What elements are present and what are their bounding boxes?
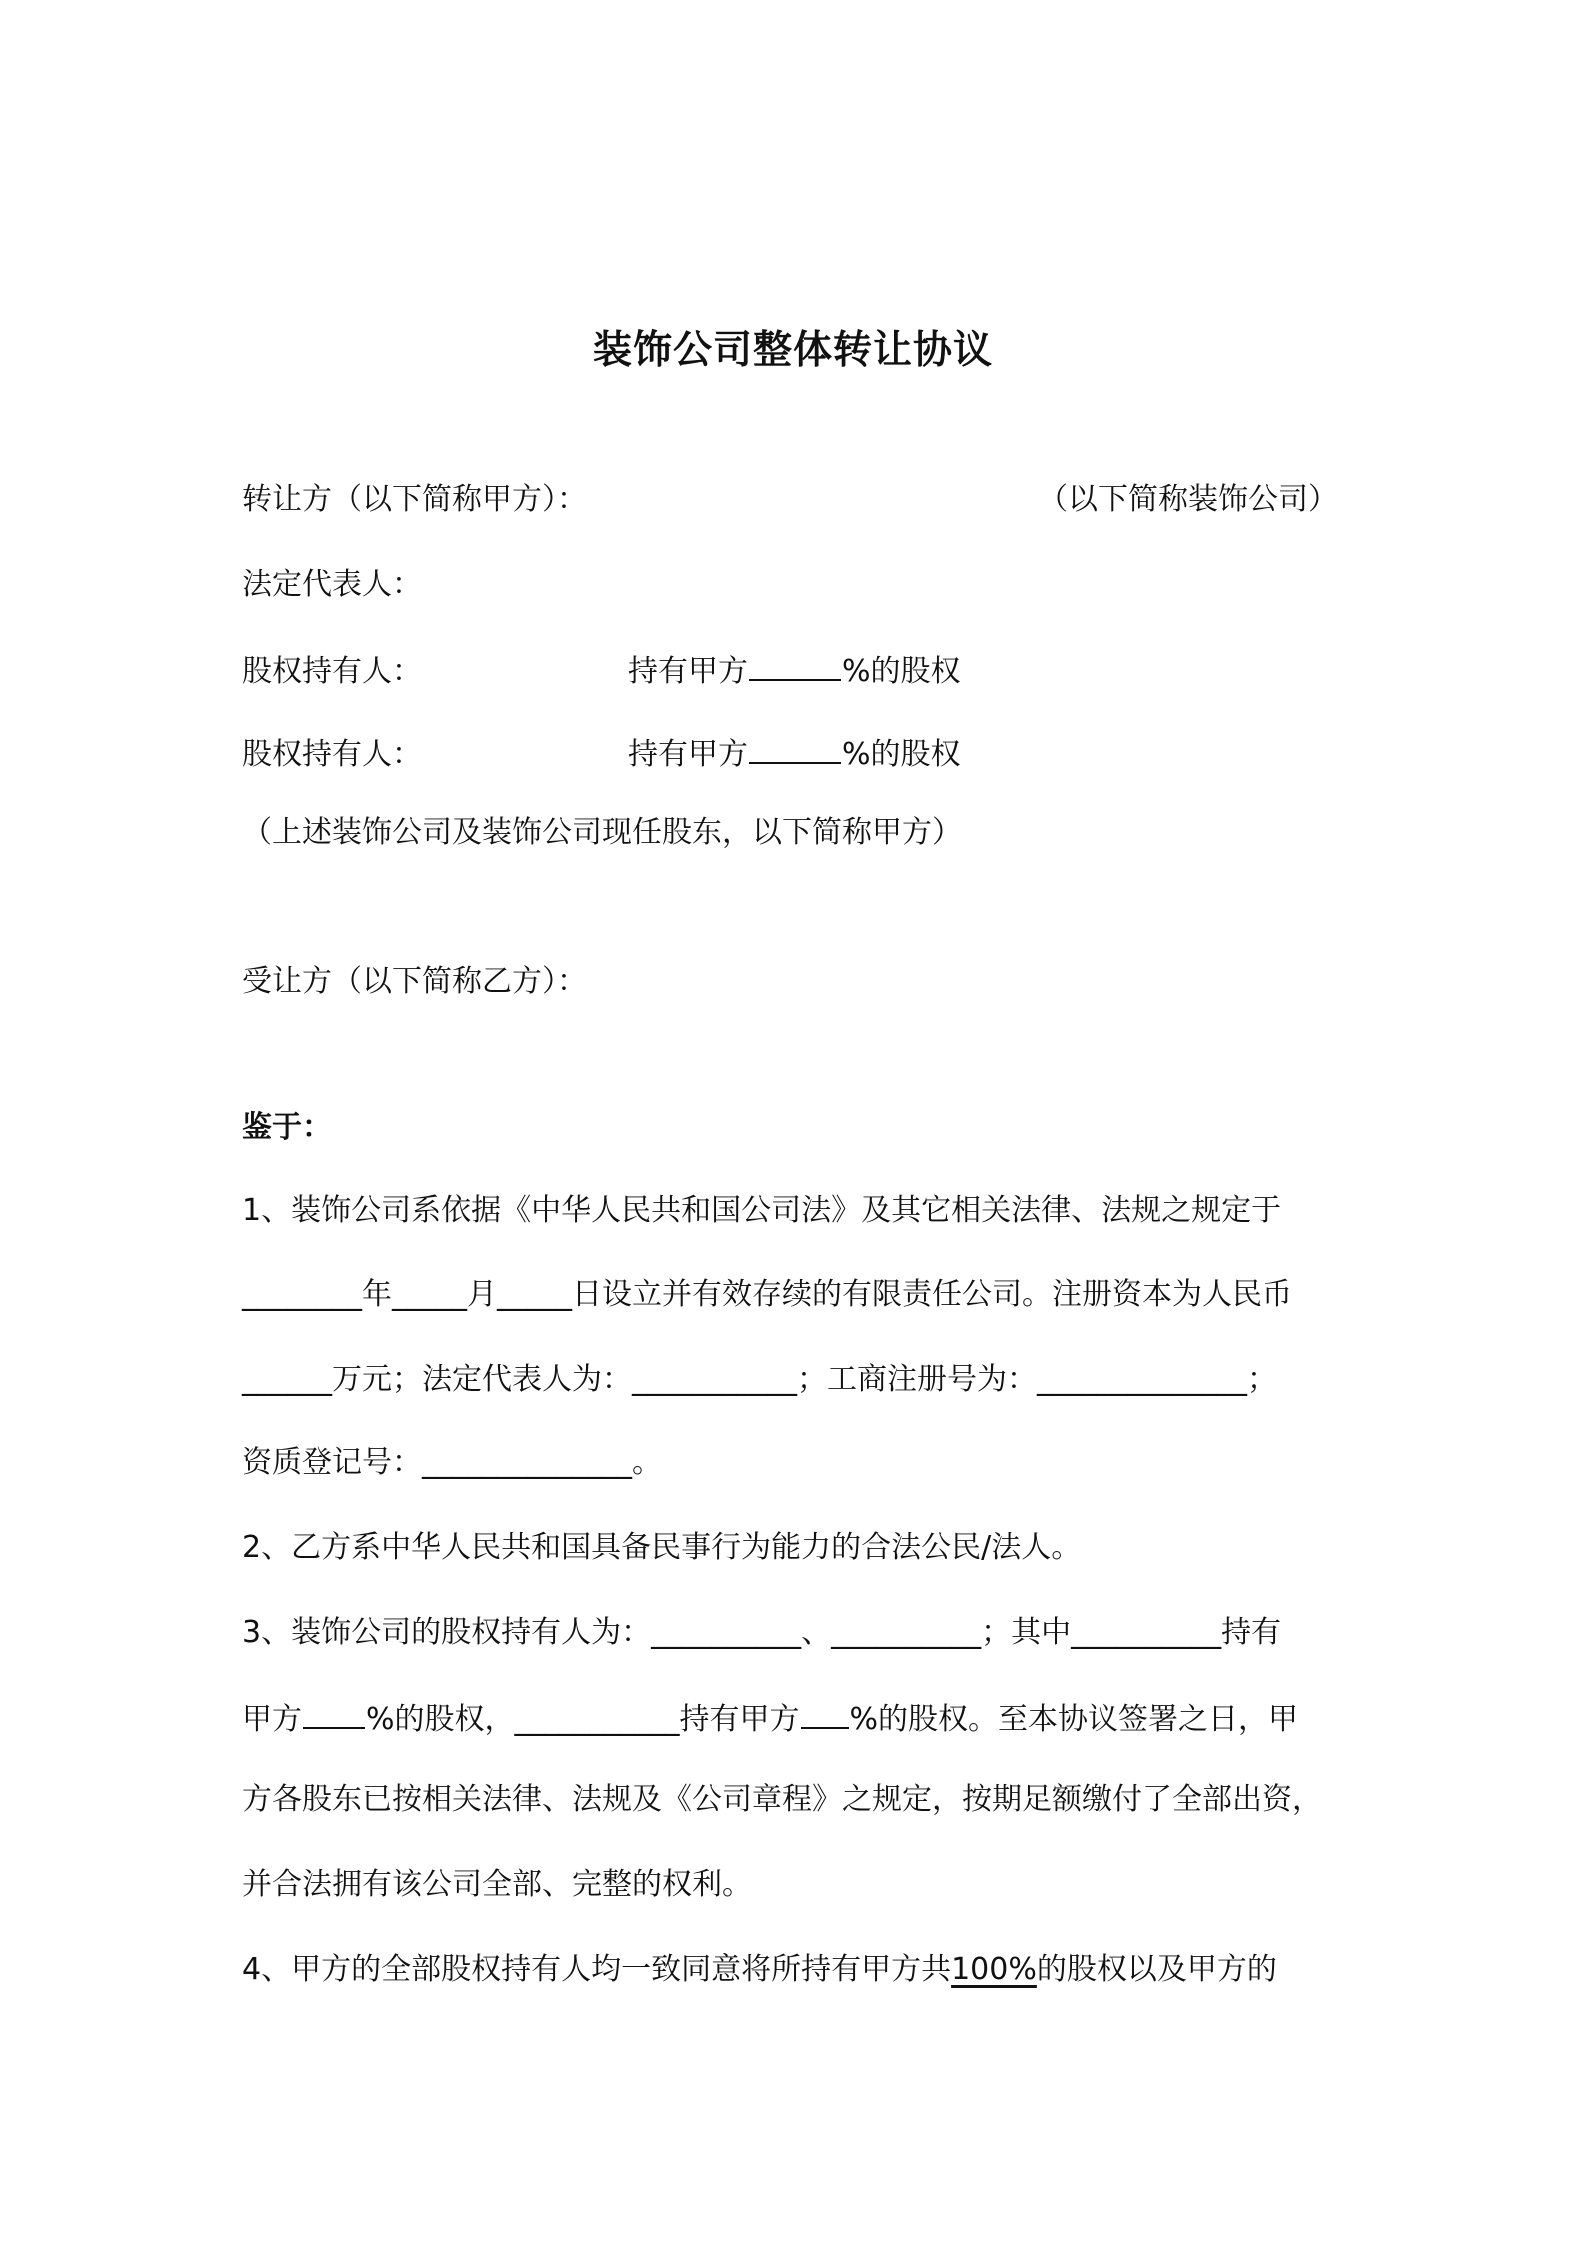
- legal-representative-label: 法定代表人：: [242, 567, 422, 602]
- shareholder-2-holding: [628, 735, 961, 775]
- clause-3-line-3: 方各股东已按相关法律、法规及《公司章程》之规定，按期足额缴付了全部出资，: [242, 1782, 1322, 1817]
- shareholder-1-label: 股权持有人：: [242, 654, 422, 689]
- clause-1-line-4: 资质登记号：______________。: [242, 1445, 662, 1480]
- document-title: 装饰公司整体转让协议: [592, 328, 993, 373]
- clause-1-line-1: 1、装饰公司系依据《中华人民共和国公司法》及其它相关法律、法规之规定于: [242, 1193, 1282, 1228]
- whereas-heading: 鉴于：: [242, 1110, 332, 1145]
- clause-3-mid: %的股权，___________持有甲方: [366, 1702, 800, 1737]
- percent-blank: [801, 1701, 849, 1729]
- holding-suffix: %的股权: [842, 737, 961, 772]
- shareholder-1-holding: [628, 652, 961, 692]
- shareholder-2-label: 股权持有人：: [242, 737, 422, 772]
- percent-blank: [303, 1701, 365, 1729]
- transferor-alias: （以下简称装饰公司）: [1038, 482, 1338, 517]
- clause-3-line-2: [242, 1700, 1298, 1740]
- percent-blank: [749, 736, 841, 764]
- clause-3-end: %的股权。至本协议签署之日，甲: [849, 1702, 1299, 1737]
- holding-prefix: 持有甲方: [628, 737, 748, 772]
- clause-4-percent: 100%: [951, 1952, 1037, 1987]
- clause-4-end: 的股权以及甲方的: [1036, 1952, 1277, 1987]
- clause-3-line-1: 3、装饰公司的股权持有人为：__________、__________；其中__________持有: [242, 1615, 1282, 1650]
- clause-3-line-4: 并合法拥有该公司全部、完整的权利。: [242, 1867, 752, 1902]
- clause-1-line-3: ______万元；法定代表人为：___________；工商注册号为：______________；: [242, 1362, 1277, 1397]
- holding-suffix: %的股权: [842, 654, 961, 689]
- clause-2: 2、乙方系中华人民共和国具备民事行为能力的合法公民/法人。: [242, 1530, 1082, 1565]
- clause-4-start: 4、甲方的全部股权持有人均一致同意将所持有甲方共: [242, 1952, 952, 1987]
- clause-1-line-2: ________年_____月_____日设立并有效存续的有限责任公司。注册资本为人民币: [242, 1277, 1292, 1312]
- clause-3-party-a: 甲方: [242, 1702, 302, 1737]
- holding-prefix: 持有甲方: [628, 654, 748, 689]
- transferee-label: 受让方（以下简称乙方）：: [242, 964, 587, 999]
- percent-blank: [749, 653, 841, 681]
- transferor-label: 转让方（以下简称甲方）：: [242, 482, 587, 517]
- clause-4-line-1: [242, 1950, 1277, 1990]
- party-a-note: （上述装饰公司及装饰公司现任股东，以下简称甲方）: [242, 815, 962, 850]
